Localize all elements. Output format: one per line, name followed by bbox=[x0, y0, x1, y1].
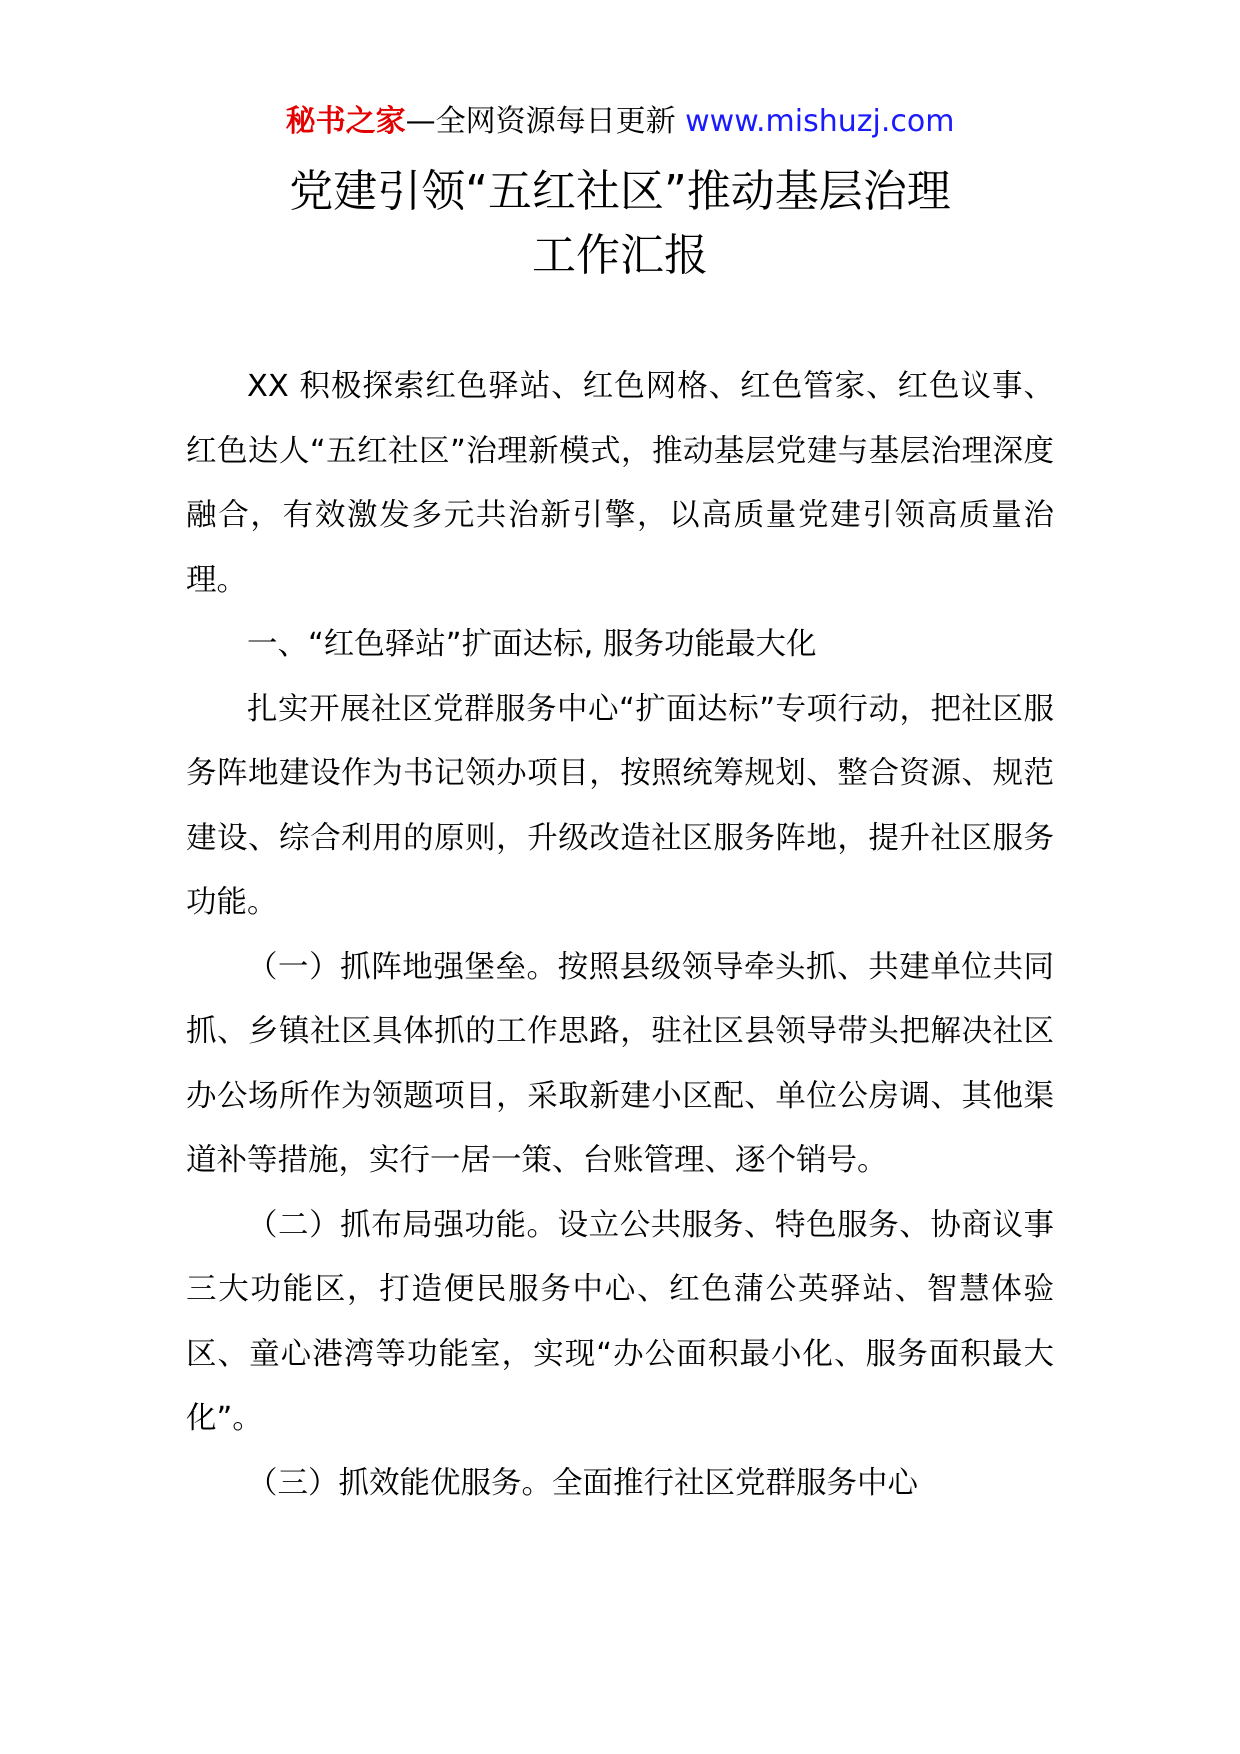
document-title bbox=[0, 160, 1240, 288]
body-paragraph: （三）抓效能优服务。全面推行社区党群服务中心 bbox=[247, 1465, 918, 1501]
section-heading: 一、“红色驿站”扩面达标, 服务功能最大化 bbox=[247, 627, 817, 662]
body-paragraph: （二）抓布局强功能。设立公共服务、特色服务、协商议事三大功能区，打造便民服务中心、红色蒲公英驿站、智慧体验区、童心港湾等功能室，实现“办公面积最小化、服务面积最大化”。 bbox=[186, 1207, 1054, 1436]
document-body bbox=[186, 355, 1054, 1516]
site-banner bbox=[0, 100, 1240, 144]
site-brand: 秘书之家 bbox=[285, 104, 406, 139]
intro-paragraph: XX 积极探索红色驿站、红色网格、红色管家、红色议事、红色达人“五红社区”治理新模式，推动基层党建与基层治理深度融合，有效激发多元共治新引擎，以高质量党建引领高质量治理。 bbox=[186, 369, 1054, 598]
body-paragraph: 扎实开展社区党群服务中心“扩面达标”专项行动，把社区服务阵地建设作为书记领办项目，按照统筹规划、整合资源、规范建设、综合利用的原则，升级改造社区服务阵地，提升社区服务功能。 bbox=[186, 691, 1054, 920]
site-url-link[interactable]: www.mishuzj.com bbox=[685, 104, 955, 139]
title-line-1: 党建引领“五红社区”推动基层治理 bbox=[289, 166, 951, 217]
body-paragraph: （一）抓阵地强堡垒。按照县级领导牵头抓、共建单位共同抓、乡镇社区具体抓的工作思路，驻社区县领导带头把解决社区办公场所作为领题项目，采取新建小区配、单位公房调、其他渠道补等措施，实行一居一策、台账管理、逐个销号。 bbox=[186, 949, 1054, 1178]
title-line-2: 工作汇报 bbox=[532, 230, 708, 281]
site-tagline: —全网资源每日更新 bbox=[405, 104, 686, 139]
